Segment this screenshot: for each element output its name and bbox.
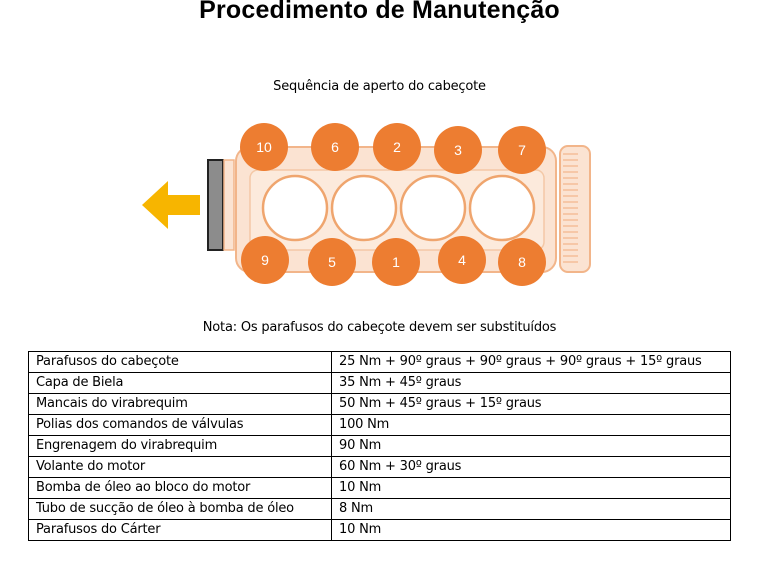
part-cell: Volante do motor [29,457,332,478]
torque-cell: 50 Nm + 45º graus + 15º graus [332,394,731,415]
part-cell: Bomba de óleo ao bloco do motor [29,478,332,499]
cylinder-3 [401,176,465,240]
bolt-number: 1 [392,254,400,270]
bolt-number: 8 [518,254,526,270]
torque-cell: 10 Nm [332,478,731,499]
table-row [29,520,731,541]
bolt-number: 6 [331,139,339,155]
cylinder-2 [332,176,396,240]
table-row [29,457,731,478]
cylinder-1 [263,176,327,240]
bolt-number: 10 [256,139,272,155]
timing-end-plate [208,160,223,250]
table-row [29,415,731,436]
table-row [29,352,731,373]
part-cell: Engrenagem do virabrequim [29,436,332,457]
table-row [29,394,731,415]
torque-specs-table [28,351,731,541]
bolt-number: 3 [454,142,462,158]
timing-end-plate-edge [224,160,234,250]
cylinder-4 [470,176,534,240]
bolt-number: 7 [518,142,526,158]
part-cell: Polias dos comandos de válvulas [29,415,332,436]
torque-cell: 8 Nm [332,499,731,520]
bolt-number: 4 [458,252,466,268]
replacement-note: Nota: Os parafusos do cabeçote devem ser substituídos [202,320,557,335]
part-cell: Parafusos do Cárter [29,520,332,541]
torque-cell: 100 Nm [332,415,731,436]
part-cell: Mancais do virabrequim [29,394,332,415]
gear-icon [560,146,590,272]
torque-cell: 90 Nm [332,436,731,457]
bolt-number: 9 [261,252,269,268]
diagram-caption: Sequência de aperto do cabeçote [273,79,486,94]
table-row [29,478,731,499]
part-cell: Capa de Biela [29,373,332,394]
part-cell: Tubo de sucção de óleo à bomba de óleo [29,499,332,520]
torque-cell: 10 Nm [332,520,731,541]
bolt-number: 2 [393,139,401,155]
bolt-number: 5 [328,254,336,270]
page-title: Procedimento de Manutenção [199,0,560,24]
torque-cell: 25 Nm + 90º graus + 90º graus + 90º graus + 15º graus [332,352,731,373]
table-row [29,436,731,457]
part-cell: Parafusos do cabeçote [29,352,332,373]
table-row [29,499,731,520]
direction-arrow-icon [142,181,200,229]
torque-cell: 35 Nm + 45º graus [332,373,731,394]
torque-cell: 60 Nm + 30º graus [332,457,731,478]
table-row [29,373,731,394]
